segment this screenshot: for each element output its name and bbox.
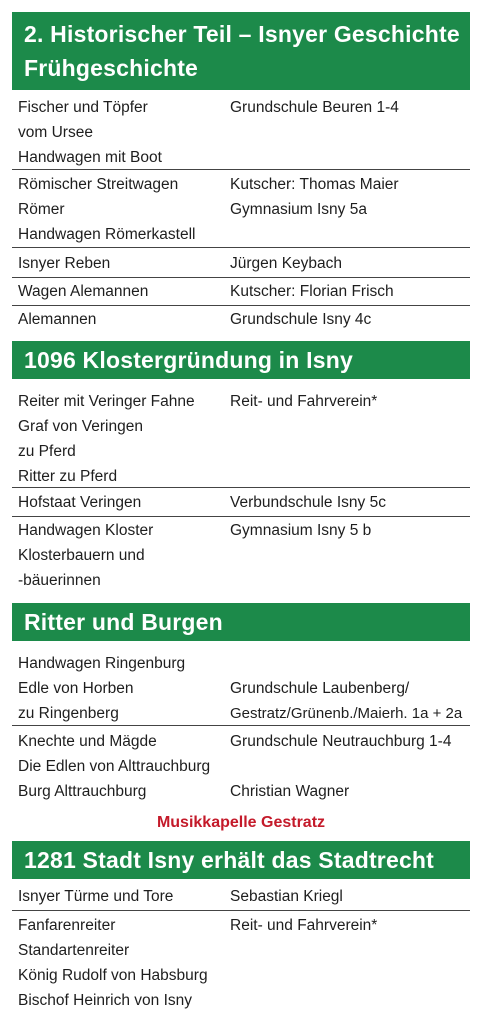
program-row — [12, 490, 470, 517]
participant-line: Handwagen mit Boot — [18, 149, 162, 166]
group-cell — [230, 172, 470, 222]
program-row — [12, 729, 470, 804]
participant-cell — [18, 651, 223, 726]
participant-line: zu Pferd — [18, 443, 76, 460]
participant-line: Handwagen Ringenburg — [18, 655, 186, 672]
participant-line: Hofstaat Veringen — [18, 494, 142, 511]
participant-cell — [18, 307, 223, 332]
program-row — [12, 913, 470, 1013]
group-line: Jürgen Keybach — [230, 255, 343, 272]
participant-line: Edle von Horben — [18, 680, 134, 697]
group-cell — [230, 279, 470, 304]
section-header — [12, 341, 470, 379]
group-line: Sebastian Kriegl — [230, 888, 343, 905]
group-line: Gymnasium Isny 5a — [230, 201, 367, 218]
participant-line: Bischof Heinrich von Isny — [18, 992, 193, 1009]
participant-cell — [18, 884, 223, 909]
group-line: Kutscher: Florian Frisch — [230, 283, 394, 300]
program-row — [12, 651, 470, 726]
group-line — [230, 754, 470, 779]
participant-line: vom Ursee — [18, 124, 93, 141]
participant-line: Burg Alttrauchburg — [18, 783, 147, 800]
participant-cell — [18, 251, 223, 276]
participant-cell — [18, 518, 223, 593]
group-cell — [230, 490, 470, 515]
participant-line: Isnyer Reben — [18, 255, 111, 272]
program-row — [12, 95, 470, 170]
participant-line: Handwagen Römerkastell — [18, 226, 196, 243]
participant-line: König Rudolf von Habsburg — [18, 967, 208, 984]
section-subtitle: Frühgeschichte — [24, 55, 199, 81]
group-cell — [230, 913, 470, 938]
group-line: Gymnasium Isny 5 b — [230, 522, 372, 539]
participant-line: -bäuerinnen — [18, 572, 101, 589]
participant-line: Römischer Streitwagen — [18, 176, 179, 193]
participant-line: Graf von Veringen — [18, 418, 143, 435]
group-cell — [230, 729, 470, 804]
section-header — [12, 841, 470, 879]
program-row — [12, 279, 470, 306]
participant-line: Fanfarenreiter — [18, 917, 116, 934]
participant-line: Römer — [18, 201, 65, 218]
group-line: Verbundschule Isny 5c — [230, 494, 386, 511]
section-title: 1096 Klostergründung in Isny — [24, 347, 353, 373]
participant-line: Isnyer Türme und Tore — [18, 888, 174, 905]
program-row — [12, 172, 470, 248]
program-row — [12, 389, 470, 488]
group-line: Reit- und Fahrverein* — [230, 393, 378, 410]
group-line: Kutscher: Thomas Maier — [230, 176, 399, 193]
group-cell — [230, 95, 470, 120]
group-cell — [230, 251, 470, 276]
band-label: Musikkapelle Gestratz — [156, 814, 326, 831]
group-line — [230, 651, 470, 676]
participant-line: Handwagen Kloster — [18, 522, 154, 539]
group-line: Reit- und Fahrverein* — [230, 917, 378, 934]
section-header — [12, 603, 470, 641]
participant-cell — [18, 913, 223, 1013]
section-title: 1281 Stadt Isny erhält das Stadtrecht — [24, 847, 435, 873]
section-title: 2. Historischer Teil – Isnyer Geschichte — [24, 21, 460, 47]
participant-cell — [18, 95, 223, 170]
participant-line: Fischer und Töpfer — [18, 99, 148, 116]
participant-line: Die Edlen von Alttrauchburg — [18, 758, 211, 775]
participant-cell — [18, 729, 223, 804]
participant-line: Standartenreiter — [18, 942, 130, 959]
section-title: Ritter und Burgen — [24, 609, 223, 635]
group-line: Gestratz/Grünenb./Maierh. 1a + 2a — [230, 705, 463, 722]
group-cell — [230, 389, 470, 414]
group-line: Grundschule Beuren 1-4 — [230, 99, 399, 116]
program-row — [12, 251, 470, 278]
group-line: Grundschule Laubenberg/ — [230, 680, 410, 697]
participant-cell — [18, 172, 223, 247]
participant-cell — [18, 389, 223, 489]
participant-cell — [18, 490, 223, 515]
participant-line: zu Ringenberg — [18, 705, 119, 722]
participant-line: Klosterbauern und — [18, 547, 145, 564]
group-cell — [230, 884, 470, 909]
participant-line: Ritter zu Pferd — [18, 468, 118, 485]
group-cell — [230, 651, 470, 726]
participant-line: Alemannen — [18, 311, 97, 328]
program-row — [12, 307, 470, 334]
section-header — [12, 12, 470, 90]
participant-line: Knechte und Mägde — [18, 733, 157, 750]
participant-line: Wagen Alemannen — [18, 283, 149, 300]
program-row — [12, 518, 470, 594]
group-line: Grundschule Neutrauchburg 1-4 — [230, 733, 452, 750]
program-row — [12, 884, 470, 911]
group-cell — [230, 307, 470, 332]
participant-line: Reiter mit Veringer Fahne — [18, 393, 195, 410]
group-cell — [230, 518, 470, 543]
participant-cell — [18, 279, 223, 304]
group-line: Christian Wagner — [230, 783, 350, 800]
group-line: Grundschule Isny 4c — [230, 311, 372, 328]
